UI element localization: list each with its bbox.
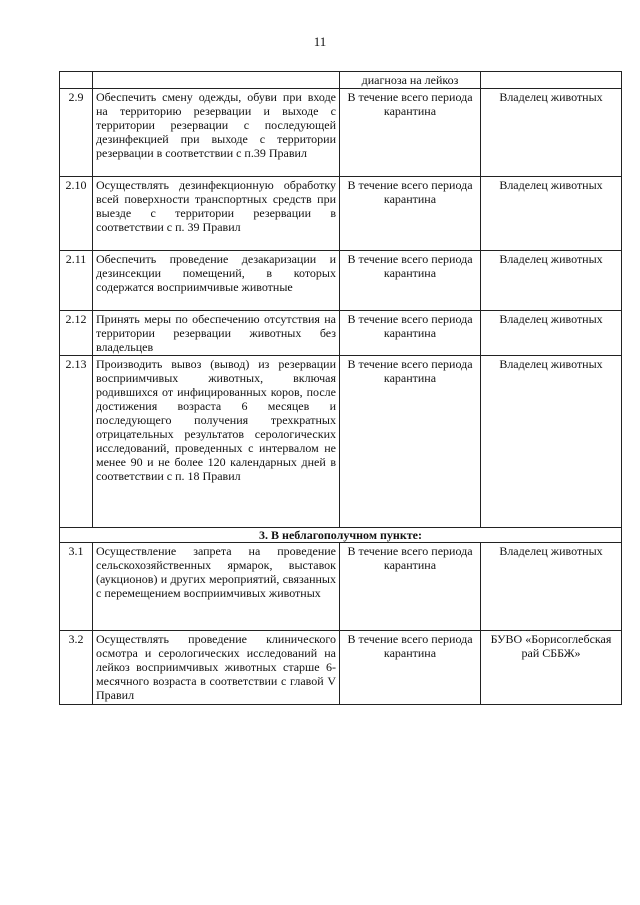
table-row — [60, 177, 622, 251]
action-cell: Обеспечить смену одежды, обуви при входе на территорию резервации и выходе с территории резервации с последующей дезинфекцией при выходе с территории резервации в соответствии с п.39 Правил — [93, 89, 340, 177]
table-row — [60, 631, 622, 705]
table-row — [60, 251, 622, 311]
table-row — [60, 89, 622, 177]
table-row — [60, 311, 622, 356]
action-cell: Производить вывоз (вывод) из резервации восприимчивых животных, включая родившихся от инфицированных коров, после достижения возраста 6 месяцев и последующего получения трехкратных отрицательных результатов серологических исследований, проведенных с интервалом не менее 90 и не более 120 календарных дней в соответствии с п. 18 Правил — [93, 356, 340, 528]
term-cell: В течение всего периода карантина — [340, 89, 481, 177]
action-cell: Осуществлять проведение клинического осмотра и серологических исследований на лейкоз восприимчивых животных старше 6-месячного возраста в соответствии с главой V Правил — [93, 631, 340, 705]
section-title: 3. В неблагополучном пункте: — [60, 528, 622, 543]
term-cell: В течение всего периода карантина — [340, 631, 481, 705]
responsible-cell: БУВО «Борисоглебская рай СББЖ» — [481, 631, 622, 705]
action-cell: Принять меры по обеспечению отсутствия на территории резервации животных без владельцев — [93, 311, 340, 356]
term-cell: В течение всего периода карантина — [340, 251, 481, 311]
responsible-cell — [481, 72, 622, 89]
table-row — [60, 543, 622, 631]
term-cell: В течение всего периода карантина — [340, 177, 481, 251]
responsible-cell: Владелец животных — [481, 311, 622, 356]
section-header-row — [60, 528, 622, 543]
responsible-cell: Владелец животных — [481, 543, 622, 631]
num-cell — [60, 72, 93, 89]
responsible-cell: Владелец животных — [481, 356, 622, 528]
num-cell: 3.1 — [60, 543, 93, 631]
num-cell: 2.10 — [60, 177, 93, 251]
num-cell: 2.12 — [60, 311, 93, 356]
action-cell — [93, 72, 340, 89]
num-cell: 2.13 — [60, 356, 93, 528]
responsible-cell: Владелец животных — [481, 251, 622, 311]
term-cell: В течение всего периода карантина — [340, 311, 481, 356]
num-cell: 2.9 — [60, 89, 93, 177]
measures-table — [59, 71, 622, 705]
term-cell: В течение всего периода карантина — [340, 543, 481, 631]
responsible-cell: Владелец животных — [481, 89, 622, 177]
action-cell: Осуществлять дезинфекционную обработку всей поверхности транспортных средств при выезде с территории резервации в соответствии с п. 39 Правил — [93, 177, 340, 251]
action-cell: Обеспечить проведение дезакаризации и дезинсекции помещений, в которых содержатся восприимчивые животные — [93, 251, 340, 311]
num-cell: 2.11 — [60, 251, 93, 311]
responsible-cell: Владелец животных — [481, 177, 622, 251]
term-cell: диагноза на лейкоз — [340, 72, 481, 89]
table-row-continuation — [60, 72, 622, 89]
num-cell: 3.2 — [60, 631, 93, 705]
table-row — [60, 356, 622, 528]
page-number: 11 — [313, 34, 327, 49]
action-cell: Осуществление запрета на проведение сельскохозяйственных ярмарок, выставок (аукционов) и других мероприятий, связанных с перемещением восприимчивых животных — [93, 543, 340, 631]
term-cell: В течение всего периода карантина — [340, 356, 481, 528]
